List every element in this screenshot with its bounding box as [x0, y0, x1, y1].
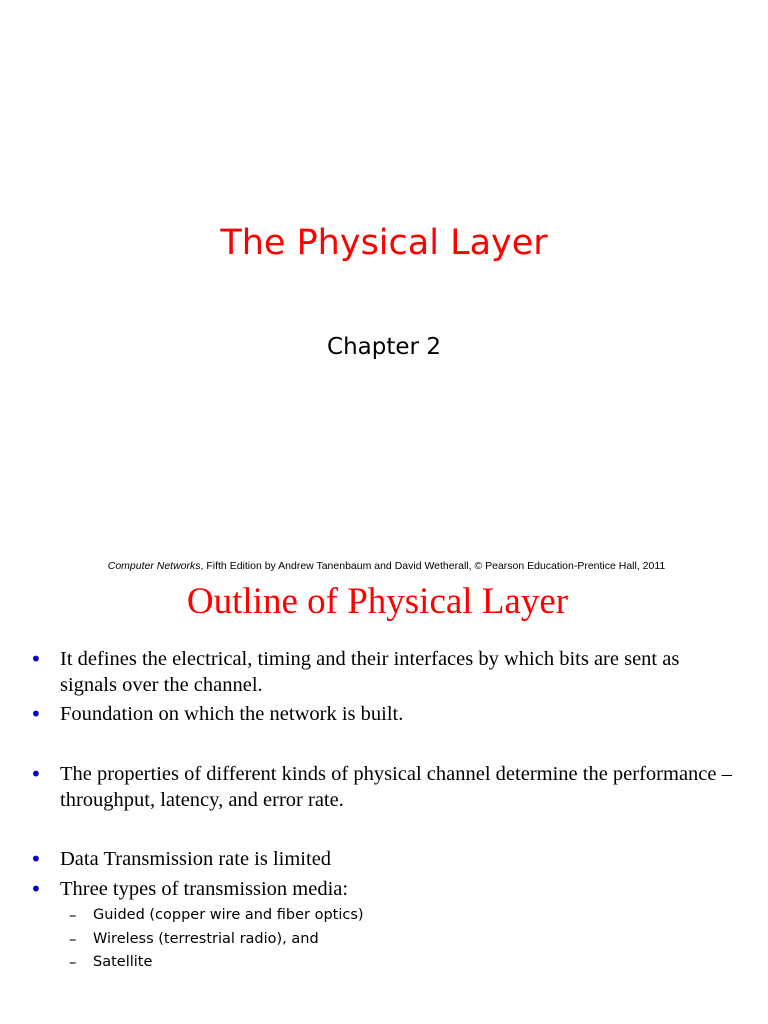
copyright-footer [0, 559, 768, 573]
outline-title: Outline of Physical Layer [186, 581, 569, 622]
sub-bullet-text: Guided (copper wire and fiber optics) [93, 907, 364, 923]
bullet-icon: • [30, 702, 42, 726]
bullet-text: Foundation on which the network is built. [60, 703, 404, 725]
bullet-text: The properties of different kinds of physical channel determine the performance – throughput, latency, and error rate. [60, 763, 732, 811]
footer-book-title: Computer Networks [107, 560, 201, 572]
sub-bullet-text: Wireless (terrestrial radio), and [93, 931, 319, 947]
outline-slide [0, 580, 768, 1024]
dash-icon: – [69, 930, 77, 948]
footer-credit: , Fifth Edition by Andrew Tanenbaum and David Wetherall, © Pearson Education-Prentice Hall, 2011 [200, 560, 666, 572]
slide-subtitle: Chapter 2 [327, 334, 441, 360]
sub-bullet-text: Satellite [93, 954, 153, 970]
slide-title: The Physical Layer [220, 223, 548, 263]
dash-icon: – [69, 953, 77, 971]
bullet-icon: • [30, 647, 42, 671]
bullet-icon: • [30, 762, 42, 786]
bullet-text: Three types of transmission media: [60, 878, 349, 900]
dash-icon: – [69, 906, 77, 924]
bullet-icon: • [30, 877, 42, 901]
bullet-icon: • [30, 847, 42, 871]
bullet-text: It defines the electrical, timing and their interfaces by which bits are sent as signals over the channel. [60, 648, 680, 696]
bullet-text: Data Transmission rate is limited [60, 848, 332, 870]
